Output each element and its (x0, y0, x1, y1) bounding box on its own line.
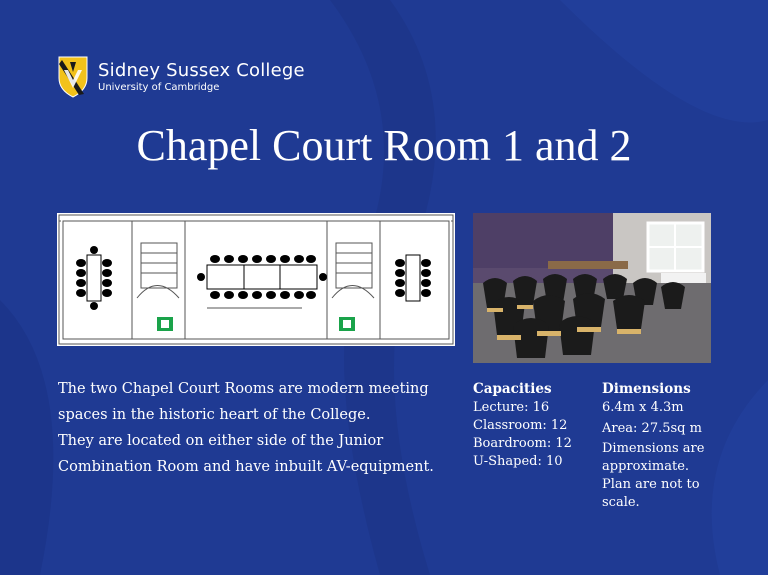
floor-plan-drawing (57, 213, 455, 346)
capacities-heading: Capacities (473, 381, 552, 397)
college-logo (58, 56, 305, 98)
capacities-section (473, 380, 593, 471)
college-shield-icon (58, 56, 88, 98)
dimensions-note: Dimensions are approximate. Plan are not to scale. (602, 441, 705, 510)
capacity-classroom: Classroom: 12 (473, 418, 568, 433)
dimensions-area: Area: 27.5sq m (602, 421, 702, 436)
dimensions-heading: Dimensions (602, 381, 691, 397)
college-name: Sidney Sussex College (98, 59, 305, 81)
intro-text (58, 376, 458, 480)
capacity-lecture: Lecture: 16 (473, 400, 550, 415)
capacity-u-shaped: U-Shaped: 10 (473, 454, 563, 469)
page-title: Chapel Court Room 1 and 2 (136, 121, 632, 170)
dimensions-size: 6.4m x 4.3m (602, 400, 684, 415)
floor-plan (57, 213, 455, 346)
emergency-exit-icon (339, 317, 355, 331)
emergency-exit-icon (157, 317, 173, 331)
intro-paragraph-2: They are located on either side of the Junior Combination Room and have inbuilt AV-equipment. (58, 433, 434, 475)
dimensions-section (602, 380, 722, 512)
capacity-boardroom: Boardroom: 12 (473, 436, 572, 451)
university-name: University of Cambridge (98, 81, 220, 93)
room-photo (473, 213, 711, 363)
intro-paragraph-1: The two Chapel Court Rooms are modern meeting spaces in the historic heart of the College. (58, 381, 429, 423)
